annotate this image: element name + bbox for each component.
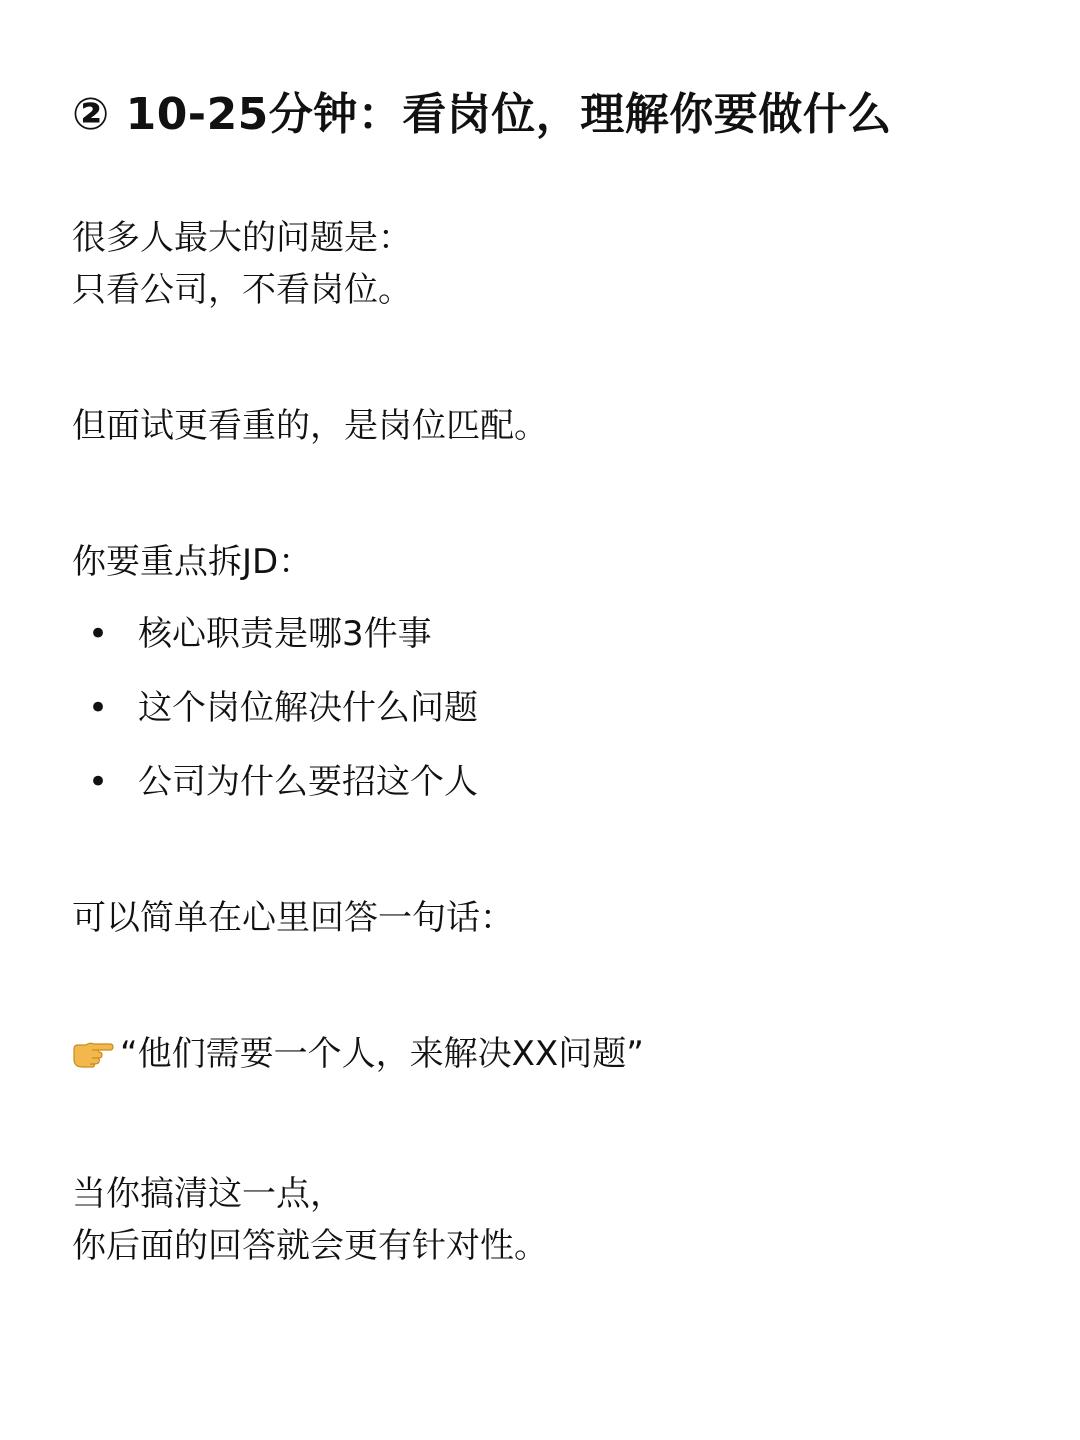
intro-line-2: 只看公司，不看岗位。 <box>72 270 412 310</box>
bullet-marker: • <box>88 614 109 654</box>
jd-breakdown-heading: 你要重点拆JD： <box>72 542 313 582</box>
intro-line-1: 很多人最大的问题是： <box>72 218 412 258</box>
list-item-text: 这个岗位解决什么问题 <box>138 688 478 728</box>
conclusion-line-2: 你后面的回答就会更有针对性。 <box>72 1226 548 1266</box>
quote-text: “他们需要一个人，来解决XX问题” <box>120 1034 644 1074</box>
conclusion-paragraph <box>72 1168 548 1272</box>
list-item-text: 核心职责是哪3件事 <box>138 614 432 654</box>
conclusion-line-1: 当你搞清这一点， <box>72 1174 344 1214</box>
bullet-marker: • <box>88 762 109 802</box>
page-title: ② 10-25分钟：看岗位，理解你要做什么 <box>72 89 892 140</box>
quote-row <box>72 1028 644 1080</box>
intro-paragraph <box>72 212 412 316</box>
interview-focus-paragraph: 但面试更看重的，是岗位匹配。 <box>72 406 548 446</box>
answer-prompt-paragraph: 可以简单在心里回答一句话： <box>72 898 514 938</box>
list-item-text: 公司为什么要招这个人 <box>138 762 478 802</box>
pointing-right-hand-icon <box>72 1032 114 1062</box>
bullet-marker: • <box>88 688 109 728</box>
